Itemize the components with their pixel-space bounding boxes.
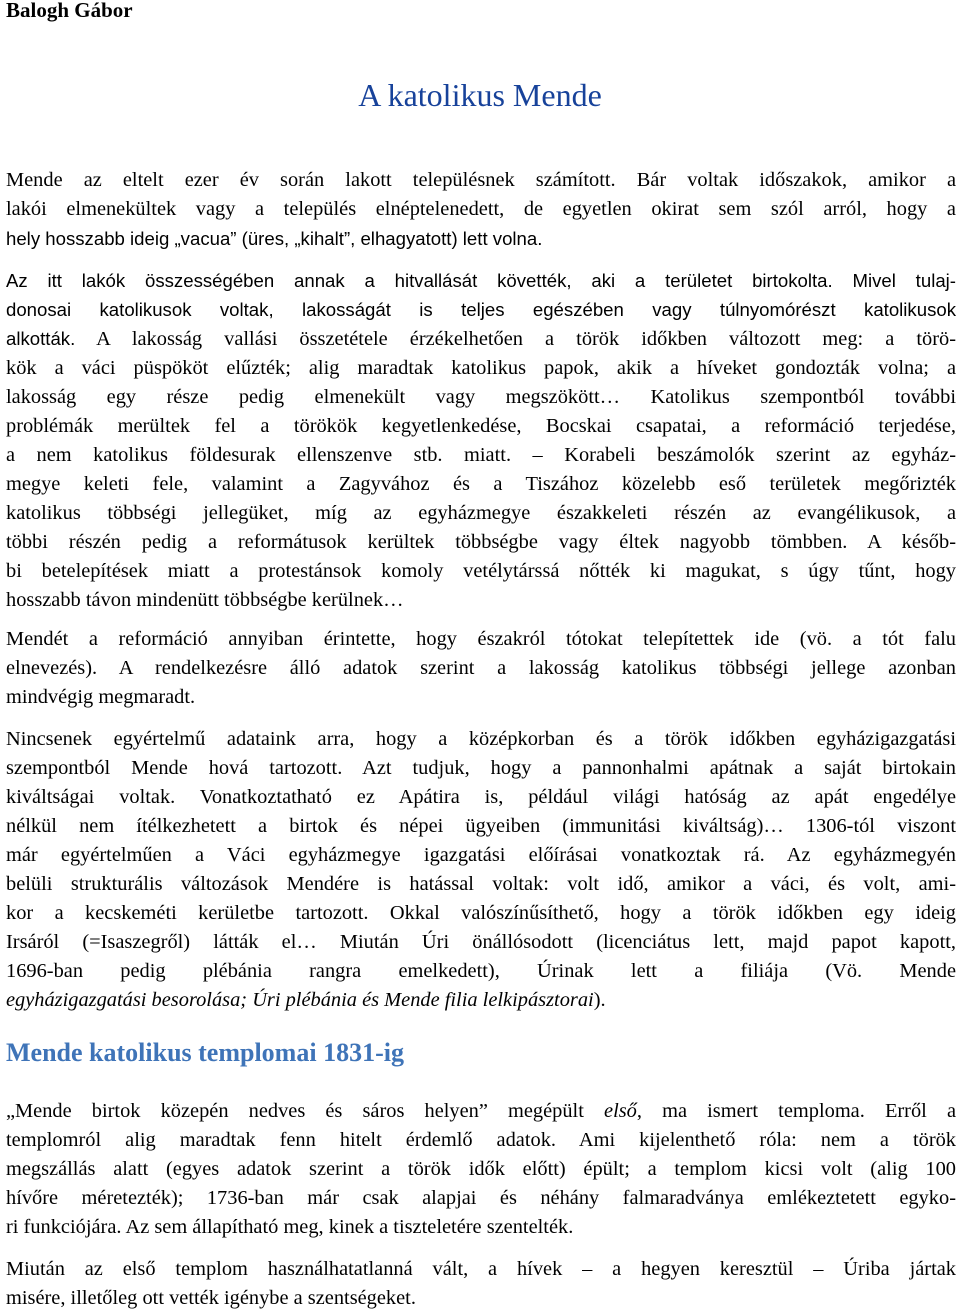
paragraph-line: hívőre méretezték); 1736-ban már csak alapjai és néhány falmaradványa emlékeztetett egyko- [6,1187,956,1209]
paragraph-first-church [6,1097,956,1242]
paragraph-administration [6,725,956,1015]
paragraph-line: kiváltságai voltak. Vonatkoztatható ez Apátira is, például világi hatóság az apát engedélye [6,786,956,808]
paragraph-line: donosai katolikusok voltak, lakosságát is teljes egészében vagy túlnyomórészt katolikusok [6,299,956,320]
paragraph-line: megszállás alatt (egyes adatok szerint a török idők előtt) épült; a templom kicsi volt (alig 100 [6,1158,956,1180]
paragraph-line: lakói elmenekültek vagy a település elnéptelenedett, de egyetlen okirat sem szól arról, hogy a [6,198,956,220]
paragraph-uri-mass [6,1255,956,1313]
paragraph-line: megye keleti fele, valamint a Zagyvához és a Tiszához közelebb eső területek megőrizték [6,473,956,495]
paragraph-fragment: alkották. [6,328,76,349]
paragraph-line: misére, illetőleg ott vették igénybe a szentségeket. [6,1287,416,1309]
paragraph-line: problémák merültek fel a törökök kegyetlenkedése, Bocskai csapatai, a reformáció terjedése, [6,415,956,437]
page-title: A katolikus Mende [358,77,602,113]
paragraph-line [6,1097,956,1126]
paragraph-line: elnevezés). A rendelkezésre álló adatok szerint a lakosság katolikus többségi jellege azonban [6,657,956,679]
reference-italic: egyházigazgatási besorolása; Úri plébánia és Mende filia lelkipásztorai [6,989,594,1011]
paragraph-fragment: „Mende birtok közepén nedves és sáros helyen” megépült [6,1100,605,1122]
paragraph-line: kök a váci püspököt elűzték; alig maradtak katolikus papok, akik a híveket gondozták volna; a [6,357,956,379]
paragraph-line [6,324,956,354]
paragraph-line: 1696-ban pedig plébánia rangra emelkedett), Úrinak lett a filiája (Vö. Mende [6,960,956,982]
paragraph-line: a nem katolikus földesurak ellenszenve stb. miatt. – Korabeli beszámolók szerint az egyház- [6,444,956,466]
paragraph-line: belüli strukturális változások Mendére is hatással voltak: volt idő, amikor a váci, és volt, ami- [6,873,956,895]
paragraph-line: már egyértelműen a Váci egyházmegye igazgatási előírásai vonatkoztak rá. Az egyházmegyén [6,844,956,866]
section-heading: Mende katolikus templomai 1831-ig [6,1038,404,1067]
paragraph-reformation [6,625,956,712]
paragraph-line: katolikus többségi jellegüket, míg az egyházmegye északkeleti részén az evangélikusok, a [6,502,956,524]
paragraph-line: Miután az első templom használhatatlanná vált, a hívek – a hegyen keresztül – Úriba jártak [6,1258,956,1280]
paragraph-line: bi betelepítések miatt a protestánsok komoly vetélytárssá nőtték ki magukat, s úgy tűnt, hogy [6,560,956,582]
paragraph-line: Mendét a reformáció annyiban érintette, hogy északról tótokat telepítettek ide (vö. a tót falu [6,628,956,650]
paragraph-line: hely hosszabb ideig „vacua” (üres, „kihalt”, elhagyatott) lett volna. [6,228,543,249]
paragraph-line: mindvégig megmaradt. [6,686,196,708]
paragraph-line: Mende az eltelt ezer év során lakott településnek számított. Bár voltak időszakok, amikor a [6,169,956,191]
paragraph-line: templomról alig maradtak fenn hitelt érdemlő adatok. Ami kijelenthető róla: nem a török [6,1129,956,1151]
paragraph-line: lakosság egy része pedig elmenekült vagy megszökött… Katolikus szempontból további [6,386,956,408]
paragraph-line: többi részén pedig a reformátusok kerültek többségbe vagy éltek nagyobb tömbben. A későb- [6,531,956,553]
paragraph-line: Irsáról (=Isaszegről) látták el… Miután Úri önállósodott (licenciátus lett, majd papot kapott, [6,931,956,953]
paragraph-fragment: A lakosság vallási összetétele érzékelhetően a török időkben változott meg: a törö- [75,328,956,350]
paragraph-line: ri funkciójára. Az sem állapítható meg, kinek a tiszteletére szentelték. [6,1216,574,1238]
paragraph-line: Nincsenek egyértelmű adataink arra, hogy a középkorban és a török időkben egyházigazgatási [6,728,956,750]
paragraph-line [6,986,956,1015]
paragraph-line: kor a kecskeméti kerületbe tartozott. Okkal valószínűsíthető, hogy a török időkben egy ideig [6,902,956,924]
author-name: Balogh Gábor [6,0,133,22]
paragraph-line: hosszabb távon mindenütt többségbe kerülnek… [6,589,404,611]
emphasis-word: első [604,1100,637,1122]
paragraph-line: nélkül nem ítélkezhetett a birtok és népei ügyeiben (immunitási kiváltság)… 1306-tól viszont [6,815,956,837]
paragraph-line: szempontból Mende hová tartozott. Azt tudjuk, hogy a pannonhalmi apátnak a saját birtokain [6,757,956,779]
paragraph-line: Az itt lakók összességében annak a hitvallását követték, aki a területet birtokolta. Mivel tulaj- [6,270,956,291]
paragraph-fragment: , ma ismert temploma. Erről a [636,1100,956,1122]
paragraph-religion [6,266,956,615]
paragraph-intro [6,166,956,253]
paragraph-fragment: ). [593,989,606,1011]
